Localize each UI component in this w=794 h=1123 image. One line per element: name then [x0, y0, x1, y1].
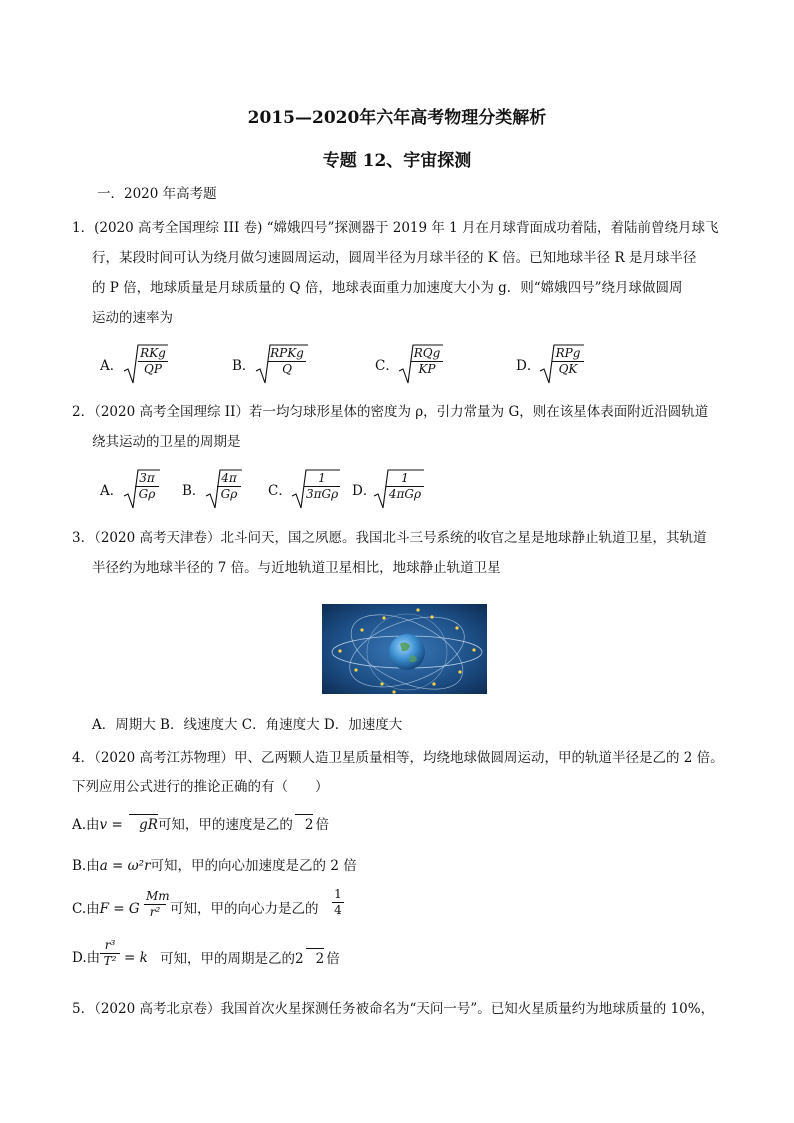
q1-a-num: RKg: [138, 346, 168, 362]
q2-option-a-label: A．: [100, 483, 124, 499]
q2-option-d-label: D．: [352, 483, 377, 499]
q4-a-post: 可知，甲的速度是乙的: [157, 817, 293, 833]
q4-line-2: 下列应用公式进行的推论正确的有（ ）: [72, 779, 329, 795]
q4-d-sqrt-value: 2: [315, 951, 325, 967]
q1-option-a-label: A．: [100, 358, 124, 374]
q2-c-den: 3πGρ: [306, 487, 339, 501]
q3-line-1: 3．（2020 高考天津卷）北斗问天，国之夙愿。我国北斗三号系统的收官之星是地球静止轨道卫星，其轨道: [72, 530, 707, 546]
q2-c-num: 1: [304, 471, 340, 487]
q1-c-num: RQg: [411, 346, 443, 362]
q4-d-sqrt: [306, 948, 325, 969]
q1-d-den: QK: [558, 362, 578, 376]
q1-option-b-label: B．: [232, 358, 256, 374]
q4-a-radicand: gR: [139, 817, 158, 833]
q4-c-num: Mm: [146, 889, 170, 903]
q2-b-den: Gρ: [220, 487, 238, 501]
q1-line-2: 行，某段时间可认为绕月做匀速圆周运动，圆周半径为月球半径的 K 倍。已知地球半径 R 是月球半径: [92, 250, 697, 266]
q3-line-2: 半径约为地球半径的 7 倍。与近地轨道卫星相比，地球静止轨道卫星: [92, 560, 501, 576]
q4-option-c-prefix: [72, 899, 140, 919]
q4-c-prefix: C.由: [72, 901, 100, 917]
q1-b-den: Q: [282, 362, 292, 376]
q4-c-result-fraction: [332, 887, 344, 918]
q2-option-a-fraction: [135, 471, 159, 502]
q4-option-b: [72, 856, 357, 876]
q4-c-formula: F = G: [99, 901, 140, 917]
q4-a-radical: [129, 814, 158, 835]
q1-a-den: QP: [144, 362, 162, 376]
q4-c-den: r²: [149, 905, 161, 919]
q2-d-den: 4πGρ: [388, 487, 422, 501]
q1-line-3: 的 P 倍，地球质量是月球质量的 Q 倍，地球表面重力加速度大小为 g．则“嫦娥四号”绕月球做圆周: [92, 280, 683, 296]
q4-c-fraction: [144, 889, 170, 920]
q2-option-d-fraction: [386, 471, 424, 502]
satellite-orbit-image: [322, 604, 487, 694]
q1-c-den: KP: [418, 362, 436, 376]
q2-option-c-label: C．: [268, 483, 292, 499]
q4-d-formula: = k: [124, 950, 148, 966]
document-title: 2015—2020年六年高考物理分类解析: [247, 108, 547, 128]
q2-line-2: 绕其运动的卫星的周期是: [92, 434, 241, 450]
q4-a-end: 倍: [315, 817, 329, 833]
topic-title: 专题 12、宇宙探测: [322, 151, 472, 171]
q1-option-a-fraction: [138, 346, 168, 377]
q4-b-prefix: B.由: [72, 858, 100, 874]
q1-line-4: 运动的速率为: [92, 310, 173, 326]
q4-d-num: r³: [100, 938, 120, 954]
q2-b-num: 4π: [217, 471, 241, 487]
q4-option-a: [72, 814, 329, 835]
q5-line-1: 5．（2020 高考北京卷）我国首次火星探测任务被命名为“天问一号”。已知火星质量约为地球质量的 10%，: [72, 1001, 715, 1017]
q1-option-d-fraction: [552, 346, 584, 377]
q4-d-post-text: 可知，甲的周期是乙的: [160, 951, 295, 967]
q4-a-sqrt-value: 2: [304, 817, 314, 833]
q4-c-result-num: 1: [332, 887, 344, 903]
q2-a-num: 3π: [135, 471, 159, 487]
q4-d-den: T²: [103, 954, 117, 968]
q3-options: A．周期大 B．线速度大 C．角速度大 D．加速度大: [92, 717, 403, 733]
q4-a-sqrt: [295, 814, 314, 835]
q4-d-fraction: [100, 938, 120, 969]
q4-c-result-den: 4: [334, 903, 342, 917]
q1-b-num: RPKg: [268, 346, 306, 362]
q2-d-num: 1: [386, 471, 424, 487]
q1-option-b-fraction: [268, 346, 306, 377]
q4-d-coefficient: 2: [295, 951, 304, 967]
q4-b-formula: a = ω²r: [99, 858, 151, 874]
q4-d-prefix: D.由: [72, 950, 101, 966]
q2-a-den: Gρ: [138, 487, 156, 501]
q4-d-post: [160, 948, 340, 969]
q2-line-1: 2．（2020 高考全国理综 II）若一均匀球形星体的密度为 ρ，引力常量为 G，则在该星体表面附近沿圆轨道: [72, 404, 709, 420]
q2-option-b-label: B．: [182, 483, 206, 499]
q1-option-c-fraction: [411, 346, 443, 377]
q2-option-b-fraction: [217, 471, 241, 502]
q1-option-d-label: D．: [516, 358, 541, 374]
q4-a-prefix: A.由: [72, 817, 100, 833]
q4-c-post: 可知，甲的向心力是乙的: [170, 901, 319, 917]
q1-option-c-label: C．: [375, 358, 399, 374]
q4-line-1: 4．（2020 高考江苏物理）甲、乙两颗人造卫星质量相等，均绕地球做圆周运动，甲的轨道半径是乙的 2 倍。: [72, 750, 724, 766]
q4-b-post: 可知，甲的向心加速度是乙的 2 倍: [150, 858, 357, 874]
q1-line-1: 1．(2020 高考全国理综 III 卷) “嫦娥四号”探测器于 2019 年 1 月在月球背面成功着陆，着陆前曾绕月球飞: [72, 220, 719, 236]
section-heading: 一．2020 年高考题: [97, 186, 217, 202]
q4-d-end: 倍: [326, 951, 340, 967]
q4-a-formula: v =: [99, 817, 128, 833]
q1-d-num: RPg: [552, 346, 584, 362]
q2-option-c-fraction: [304, 471, 340, 502]
